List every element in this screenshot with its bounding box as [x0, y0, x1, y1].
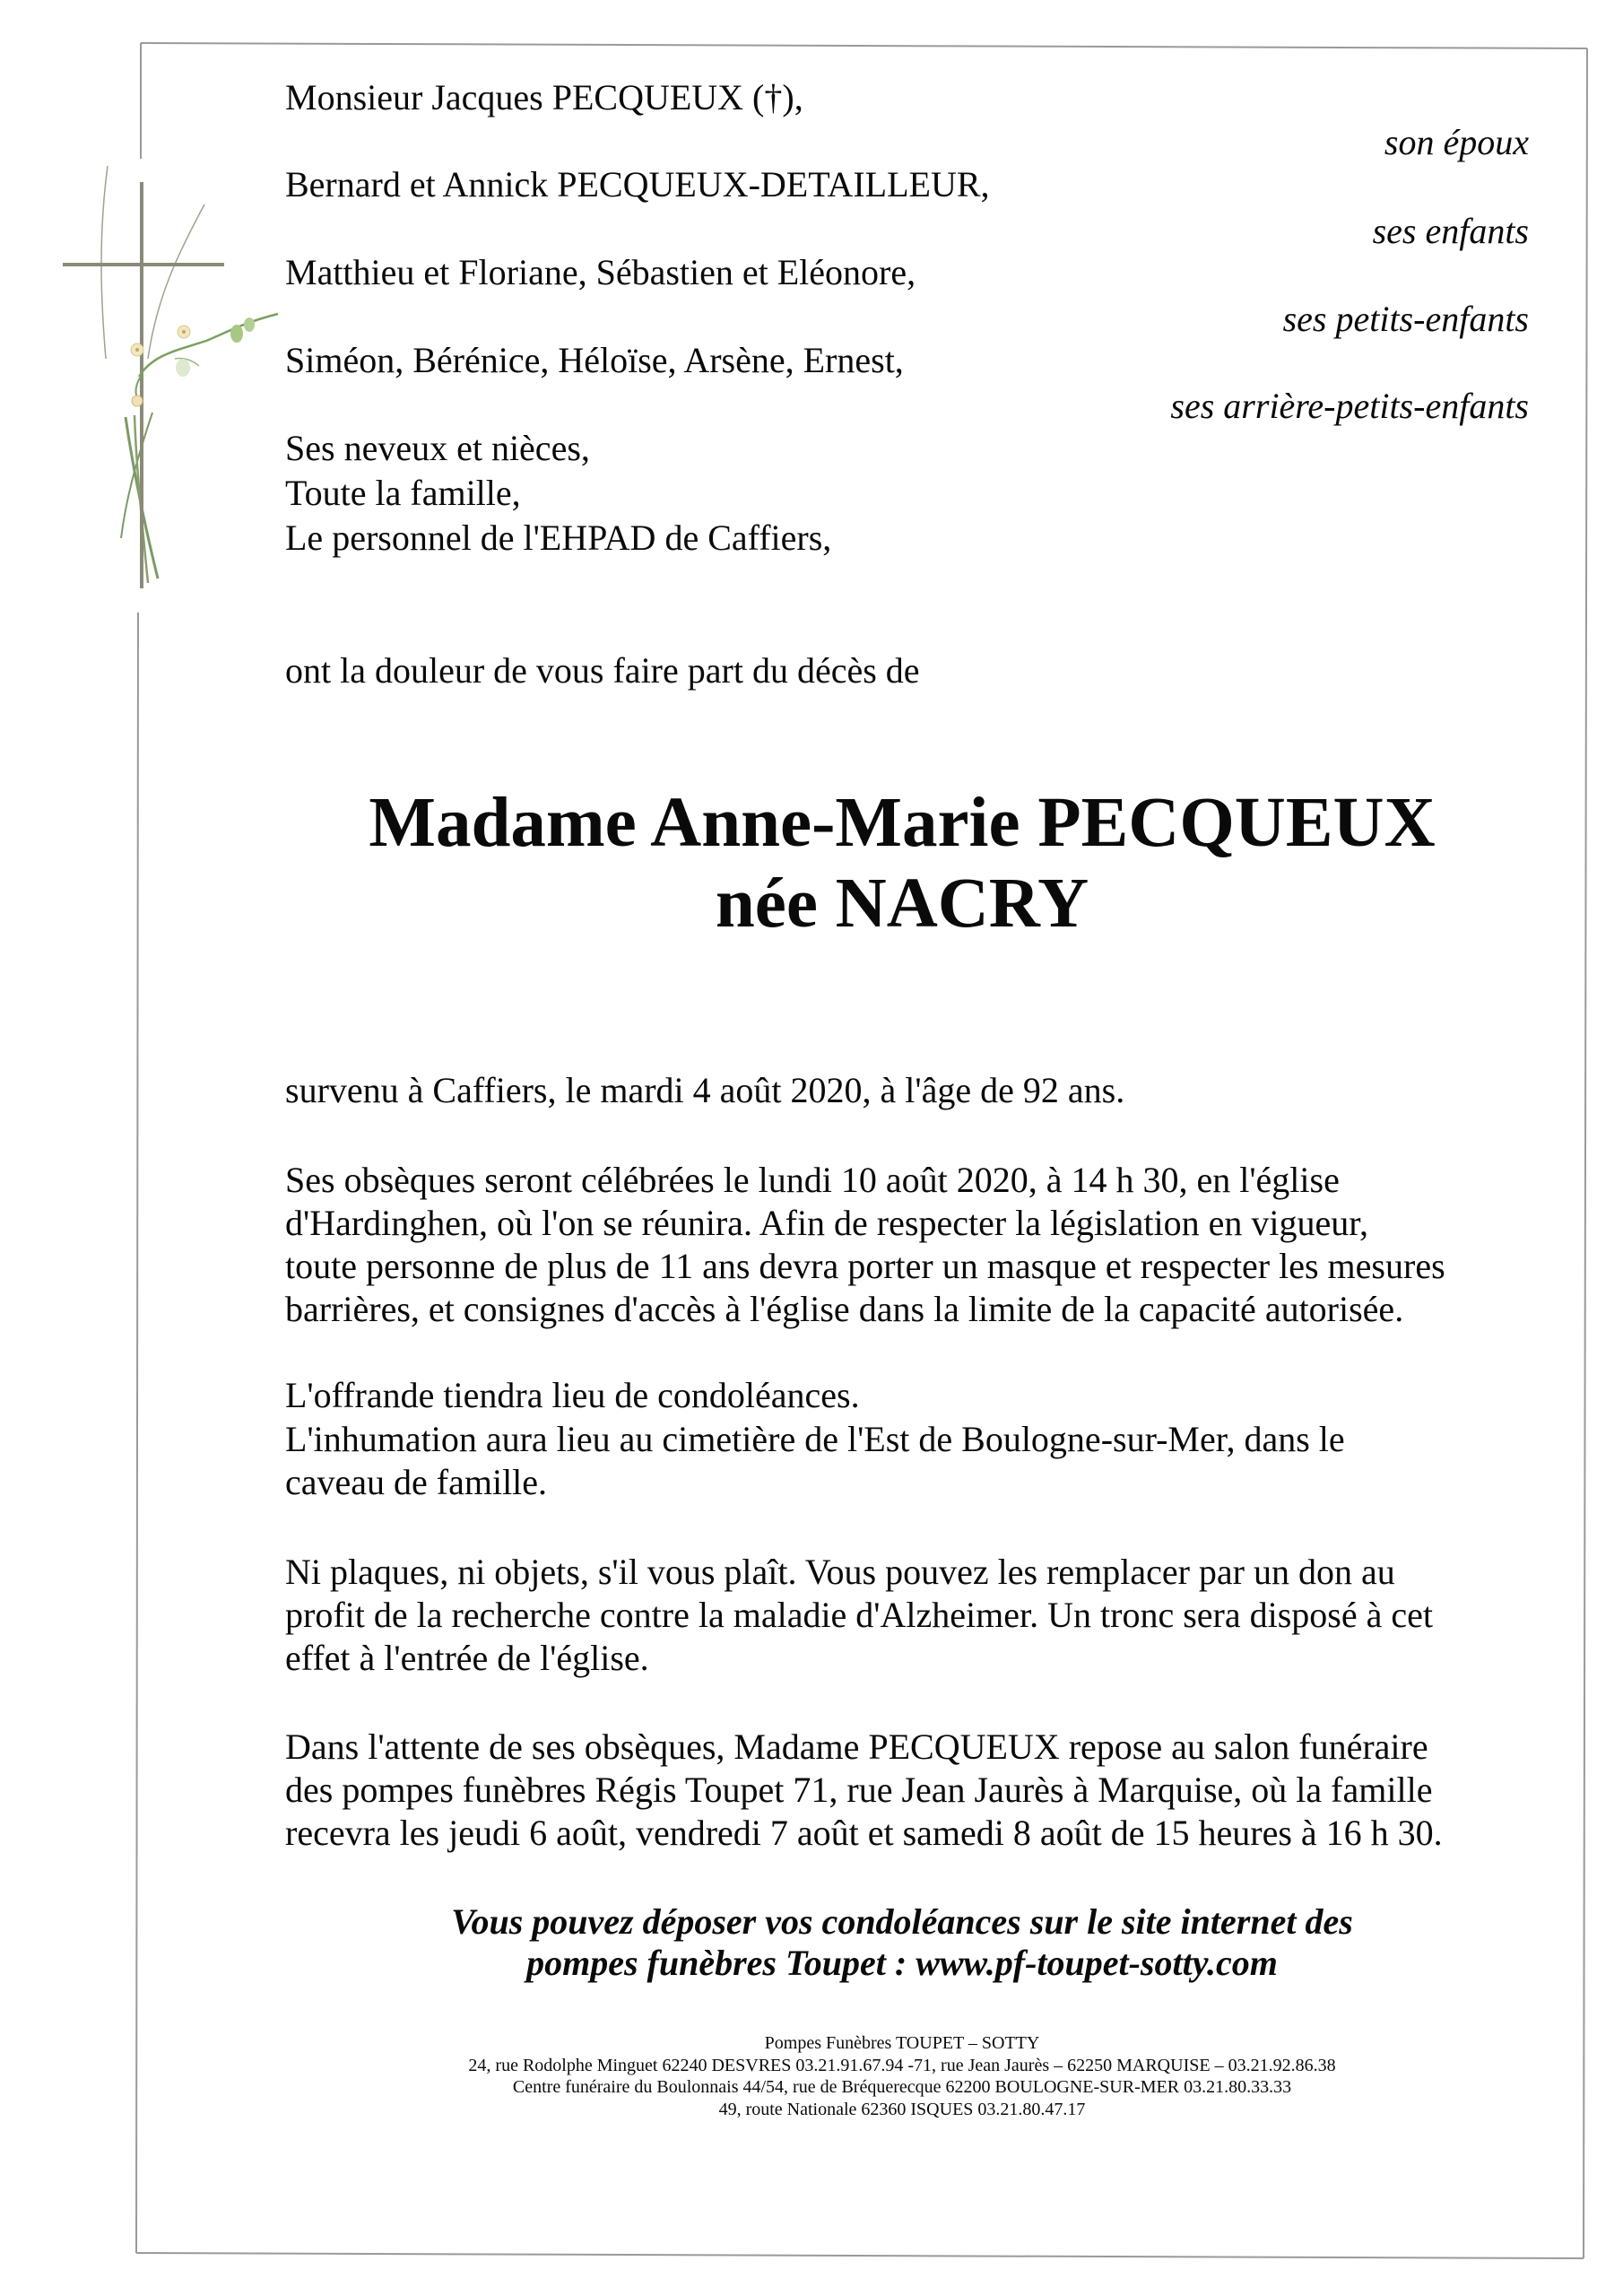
- relation-spouse: son époux: [1384, 122, 1529, 162]
- condolences-line: Vous pouvez déposer vos condoléances sur le site internet des: [451, 1901, 1353, 1942]
- flower-center: [135, 348, 139, 352]
- relation-grandchildren: ses petits-enfants: [1282, 299, 1529, 339]
- cross-with-flowers-icon: [63, 166, 278, 588]
- paragraph-line: Ses obsèques seront célébrées le lundi 10 août 2020, à 14 h 30, en l'église: [285, 1160, 1340, 1200]
- family-line-nephews-nieces: Ses neveux et nièces,: [285, 428, 590, 468]
- paragraph-line: effet à l'entrée de l'église.: [285, 1638, 649, 1678]
- relation-great-grandchildren: ses arrière-petits-enfants: [1170, 386, 1529, 426]
- condolences-notice: [285, 1901, 1519, 1984]
- family-line-grandchildren: Matthieu et Floriane, Sébastien et Eléonore,: [285, 252, 916, 292]
- bud: [230, 325, 243, 343]
- family-line-ehpad-staff: Le personnel de l'EHPAD de Caffiers,: [285, 517, 832, 558]
- paragraph-line: barrières, et consignes d'accès à l'église dans la limite de la capacité autorisée.: [285, 1289, 1404, 1329]
- flower-stem: [139, 314, 278, 377]
- paragraph-line: caveau de famille.: [285, 1462, 548, 1502]
- deceased-name: Madame Anne-Marie PECQUEUX: [369, 784, 1436, 862]
- flower-blossom: [132, 396, 143, 406]
- footer-address: 49, route Nationale 62360 ISQUES 03.21.80.47.17: [718, 2099, 1086, 2119]
- bud: [176, 359, 190, 377]
- family-line-great-grandchildren: Siméon, Bérénice, Héloïse, Arsène, Ernest,: [285, 340, 904, 380]
- death-info: survenu à Caffiers, le mardi 4 août 2020, à l'âge de 92 ans.: [285, 1070, 1125, 1110]
- announcement-text: ont la douleur de vous faire part du décès de: [285, 650, 920, 691]
- paragraph-line: d'Hardinghen, où l'on se réunira. Afin de respecter la législation en vigueur,: [285, 1203, 1368, 1243]
- cross-vertical-bar: [140, 182, 143, 588]
- paragraph-line: Dans l'attente de ses obsèques, Madame PECQUEUX repose au salon funéraire: [285, 1726, 1428, 1767]
- paragraph-line: toute personne de plus de 11 ans devra porter un masque et respecter les mesures: [285, 1246, 1445, 1286]
- visitation-paragraph: [285, 1726, 1443, 1855]
- bud: [244, 317, 255, 332]
- paragraph-line: profit de la recherche contre la maladie d'Alzheimer. Un tronc sera disposé à cet: [285, 1595, 1433, 1635]
- paragraph-line: recevra les jeudi 6 août, vendredi 7 août et samedi 8 août de 15 heures à 16 h 30.: [285, 1813, 1443, 1853]
- deceased-maiden-name: née NACRY: [715, 865, 1089, 943]
- flower-center: [182, 330, 186, 334]
- donations-paragraph: [285, 1551, 1433, 1680]
- funeral-paragraph: [285, 1159, 1445, 1331]
- relation-children: ses enfants: [1372, 211, 1529, 251]
- footer-address: Centre funéraire du Boulonnais 44/54, rue de Bréquerecque 62200 BOULOGNE-SUR-MER 03.21.80.33.33: [512, 2077, 1292, 2097]
- family-line-children: Bernard et Annick PECQUEUX-DETAILLEUR,: [285, 164, 990, 204]
- frame-top-edge: [141, 43, 1587, 48]
- footer-address: 24, rue Rodolphe Minguet 62240 DESVRES 03.21.91.67.94 -71, rue Jean Jaurès – 62250 MARQUISE – 03.21.92.86.38: [468, 2055, 1336, 2075]
- paragraph-line: des pompes funèbres Régis Toupet 71, rue Jean Jaurès à Marquise, où la famille: [285, 1770, 1433, 1810]
- family-line-whole-family: Toute la famille,: [285, 473, 521, 513]
- grass-blade: [121, 413, 152, 538]
- frame-left-edge-bottom: [136, 613, 138, 2253]
- frame-bottom-edge: [136, 2253, 1584, 2258]
- paragraph-line: L'offrande tiendra lieu de condoléances.: [285, 1375, 860, 1415]
- funeral-home-footer: [285, 2032, 1519, 2120]
- condolences-website-line[interactable]: pompes funèbres Toupet : www.pf-toupet-sotty.com: [526, 1943, 1278, 1983]
- grass-blade: [101, 166, 108, 359]
- family-line-spouse: Monsieur Jacques PECQUEUX (†),: [285, 77, 803, 117]
- frame-right-edge: [1584, 48, 1587, 2258]
- cross-horizontal-bar: [63, 263, 224, 266]
- burial-paragraph: [285, 1374, 1345, 1505]
- paragraph-line: L'inhumation aura lieu au cimetière de l'Est de Boulogne-sur-Mer, dans le: [285, 1418, 1345, 1459]
- footer-company: Pompes Funèbres TOUPET – SOTTY: [764, 2033, 1040, 2053]
- grass-blade: [148, 204, 204, 359]
- paragraph-line: Ni plaques, ni objets, s'il vous plaît. Vous pouvez les remplacer par un don au: [285, 1552, 1395, 1592]
- deceased-name-heading: [285, 783, 1519, 944]
